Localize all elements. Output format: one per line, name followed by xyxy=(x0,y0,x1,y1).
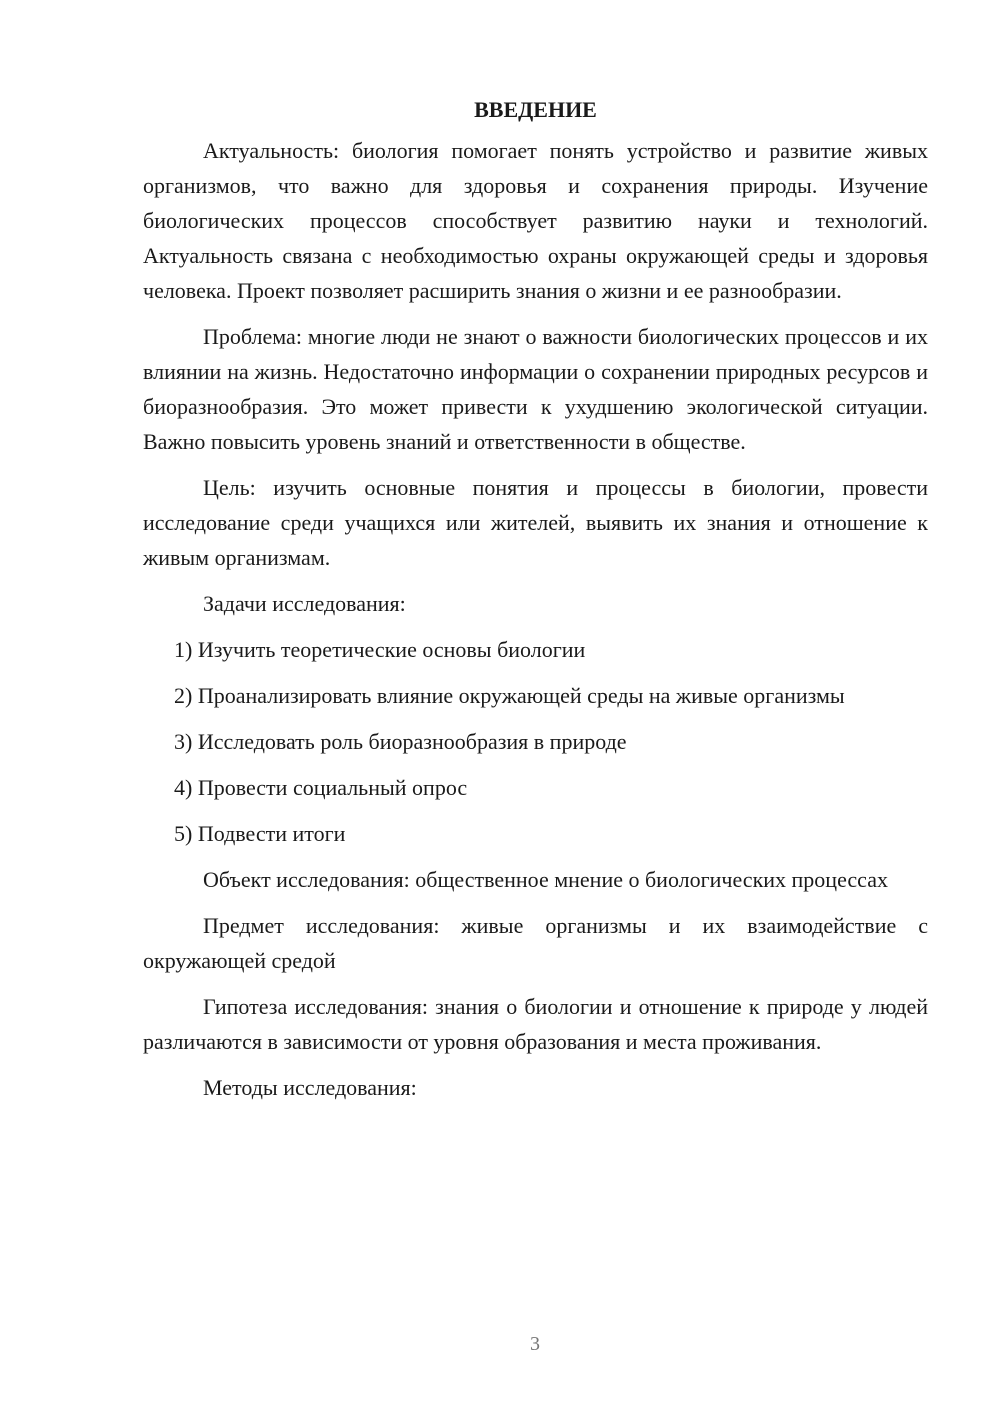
page-title: ВВЕДЕНИЕ xyxy=(474,97,597,122)
task-item: 3) Исследовать роль биоразнообразия в природе xyxy=(174,729,627,754)
subject-paragraph: Предмет исследования: живые организмы и их взаимодействие с окружающей средой xyxy=(143,913,928,973)
hypothesis-paragraph: Гипотеза исследования: знания о биологии и отношение к природе у людей различаются в зависимости от уровня образования и места проживания. xyxy=(143,994,928,1054)
task-item: 5) Подвести итоги xyxy=(174,821,346,846)
task-item: 1) Изучить теоретические основы биологии xyxy=(174,637,586,662)
page-number: 3 xyxy=(530,1333,540,1355)
object-paragraph: Объект исследования: общественное мнение о биологических процессах xyxy=(203,867,888,892)
task-item: 4) Провести социальный опрос xyxy=(174,775,468,800)
document-body xyxy=(143,93,928,1116)
problem-paragraph: Проблема: многие люди не знают о важности биологических процессов и их влиянии на жизнь. Недостаточно информации о сохранении природных ресурсов и биоразнообразия. Это может привести к ухудшению экологической ситуации. Важно повысить уровень знаний и ответственности в обществе. xyxy=(143,324,928,454)
tasks-heading: Задачи исследования: xyxy=(203,591,406,616)
goal-paragraph: Цель: изучить основные понятия и процессы в биологии, провести исследование среди учащихся или жителей, выявить их знания и отношение к живым организмам. xyxy=(143,475,928,570)
relevance-paragraph: Актуальность: биология помогает понять устройство и развитие живых организмов, что важно для здоровья и сохранения природы. Изучение биологических процессов способствует развитию науки и технологий. Актуальность связана с необходимостью охраны окружающей среды и здоровья человека. Проект позволяет расширить знания о жизни и ее разнообразии. xyxy=(143,138,928,303)
task-item: 2) Проанализировать влияние окружающей среды на живые организмы xyxy=(174,683,845,708)
methods-heading: Методы исследования: xyxy=(203,1075,417,1100)
